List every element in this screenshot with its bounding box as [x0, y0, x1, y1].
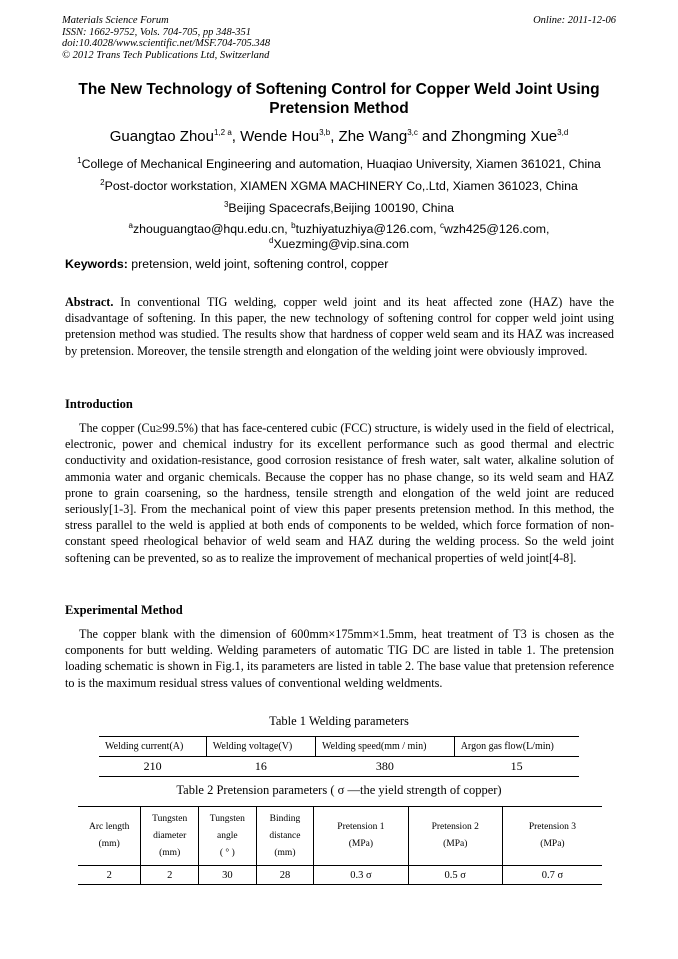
email-sup: c	[439, 220, 444, 230]
header-line: (mm)	[98, 839, 120, 849]
header-line: ( ° )	[219, 847, 235, 858]
table2-caption: Table 2 Pretension parameters ( σ —the yield strength of copper)	[176, 783, 502, 797]
table1-caption: Table 1 Welding parameters	[269, 714, 409, 728]
title-line-1: The New Technology of Softening Control for Copper Weld Joint Using	[78, 81, 600, 98]
header-line: Pretension 1	[337, 822, 385, 832]
table-cell: 210	[99, 757, 206, 777]
email-line-2	[62, 237, 616, 252]
header-line: diameter	[153, 830, 187, 841]
author-sup: 3,c	[407, 128, 418, 137]
experimental-paragraph: The copper blank with the dimension of 600mm×175mm×1.5mm, heat treatment of T3 is chosen as the components for butt welding. Welding parameters of automatic TIG DC are listed in table 1. The pretension loading schematic is shown in Fig.1, its parameters are listed in table 2. The base value that pretension reference to is the maximum residual stress values of conventional welding weldments.	[65, 627, 614, 690]
affiliation-sup: 1	[77, 155, 82, 165]
author-separator: ,	[330, 128, 339, 145]
table-cell: 0.5 σ	[408, 866, 502, 885]
affiliation-sup: 3	[223, 199, 229, 209]
table-cell: 2	[78, 866, 141, 885]
table-header-cell: Welding speed(mm / min)	[315, 737, 454, 757]
header-line: Arc length	[89, 822, 130, 832]
table-cell: 2	[141, 866, 199, 885]
header-line: (MPa)	[540, 839, 565, 849]
intro-heading: Introduction	[65, 397, 133, 411]
table-row	[99, 757, 579, 777]
author-and: and	[417, 128, 452, 145]
intro-paragraph: The copper (Cu≥99.5%) that has face-centered cubic (FCC) structure, is widely used in the field of electrical, electronic, power and chemical industry for its excellent performance such as good thermal and electric conductivity and oxidation-resistance, good corrosion resistance of fresh water, salt water, alkaline solution of ammonia water and organic chemicals. Because the copper has no phase change, so its weld seam and HAZ prone to grain coarsening, so the hardness, tensile strength and elongation of the weld joint are reduced seriously[1-3]. From the mechanical point of view this paper presents pretension method. In this method, the stress parallel to the weld is applied at both ends of components to be welded, which force formation of non-constant speed rheological behavior of weld seam and HAZ during the welding process. So the weld joint softening can be prevented, so as to realize the improvement of mechanical properties of weld joint[4-8].	[65, 421, 614, 565]
table-cell: 30	[199, 866, 257, 885]
header-line: angle	[217, 830, 238, 841]
table-header-cell	[199, 807, 257, 866]
author-name: Zhongming Xue	[451, 128, 558, 145]
abstract-label: Abstract.	[65, 295, 114, 309]
experimental-heading: Experimental Method	[65, 603, 183, 617]
table-cell: 15	[454, 757, 579, 777]
affiliation-2	[62, 179, 616, 194]
issn-line: ISSN: 1662-9752, Vols. 704-705, pp 348-351	[62, 26, 251, 38]
author-sup: 3,b	[319, 128, 331, 137]
affiliation-text: Post-doctor workstation, XIAMEN XGMA MACHINERY Co,.Ltd, Xiamen 361023, China	[104, 179, 578, 193]
table1	[99, 736, 579, 777]
affiliation-text: Beijing Spacecrafs,Beijing 100190, China	[228, 201, 455, 215]
doi-line: doi:10.4028/www.scientific.net/MSF.704-705.348	[62, 38, 271, 49]
table2	[78, 806, 602, 885]
table-header-cell: Welding current(A)	[99, 737, 206, 757]
table-row	[78, 866, 602, 885]
journal-name: Materials Science Forum	[62, 15, 169, 26]
header-line: (MPa)	[443, 839, 468, 849]
table-header-row	[78, 807, 602, 866]
author-list	[62, 128, 616, 145]
table-header-cell	[502, 807, 602, 866]
email-list	[62, 222, 616, 252]
email-sup: a	[128, 220, 133, 230]
email-line-1	[62, 222, 616, 237]
header-line: (MPa)	[348, 839, 374, 849]
author-sup: 3,d	[557, 128, 569, 137]
author-separator: ,	[231, 128, 241, 145]
abstract	[65, 294, 614, 359]
header-line: Tungsten	[152, 813, 188, 824]
header-line: Pretension 2	[431, 822, 479, 832]
table-header-cell	[314, 807, 408, 866]
header-line: Pretension 3	[528, 822, 577, 832]
affiliation-1	[62, 157, 616, 172]
table-cell: 0.3 σ	[314, 866, 408, 885]
keywords	[65, 257, 388, 271]
table-cell: 380	[315, 757, 454, 777]
running-header	[62, 15, 616, 61]
author-name: Zhe Wang	[338, 128, 408, 145]
table-header-cell: Argon gas flow(L/min)	[454, 737, 579, 757]
header-line: Binding	[269, 813, 301, 824]
keywords-text: pretension, weld joint, softening control, copper	[127, 257, 389, 271]
author-sup: 1,2 a	[213, 128, 232, 137]
email-sup: d	[269, 235, 274, 245]
table-header-cell	[78, 807, 141, 866]
affiliation-3	[62, 201, 616, 216]
email-sup: b	[291, 220, 296, 230]
header-line: (mm)	[159, 847, 181, 858]
header-line: (mm)	[274, 847, 296, 858]
table-cell: 28	[256, 866, 314, 885]
affiliation-text: College of Mechanical Engineering and automation, Huaqiao University, Xiamen 361021, China	[81, 157, 601, 171]
online-date: Online: 2011-12-06	[533, 15, 616, 26]
table-cell: 0.7 σ	[502, 866, 602, 885]
header-line: Tungsten	[209, 813, 245, 824]
abstract-text: In conventional TIG welding, copper weld joint and its heat affected zone (HAZ) have the disadvantage of softening. In this paper, the new technology of softening control for copper weld joint using pretension method was studied. The results show that hardness of copper weld seam and its HAZ was increased by pretension. Moreover, the tensile strength and elongation of the welding joint were obviously improved.	[65, 295, 614, 358]
email-b[interactable]: tuzhiyatuzhiya@126.com,	[295, 222, 440, 236]
table-header-cell: Welding voltage(V)	[206, 737, 315, 757]
table-header-cell	[408, 807, 502, 866]
copyright-line: © 2012 Trans Tech Publications Ltd, Switzerland	[62, 49, 270, 61]
header-line: distance	[269, 830, 301, 841]
table-cell: 16	[206, 757, 315, 777]
table-header-cell	[141, 807, 199, 866]
author-name: Wende Hou	[240, 128, 320, 145]
author-name: Guangtao Zhou	[109, 128, 214, 145]
keywords-label: Keywords:	[65, 257, 128, 271]
title-line-2: Pretension Method	[269, 100, 409, 117]
paper-title	[62, 80, 616, 118]
email-d[interactable]: Xuezming@vip.sina.com	[273, 237, 409, 251]
table-header-row	[99, 737, 579, 757]
table-header-cell	[256, 807, 314, 866]
affiliation-sup: 2	[100, 177, 105, 187]
email-a[interactable]: zhouguangtao@hqu.edu.cn,	[133, 222, 292, 236]
email-c[interactable]: wzh425@126.com,	[443, 222, 550, 236]
